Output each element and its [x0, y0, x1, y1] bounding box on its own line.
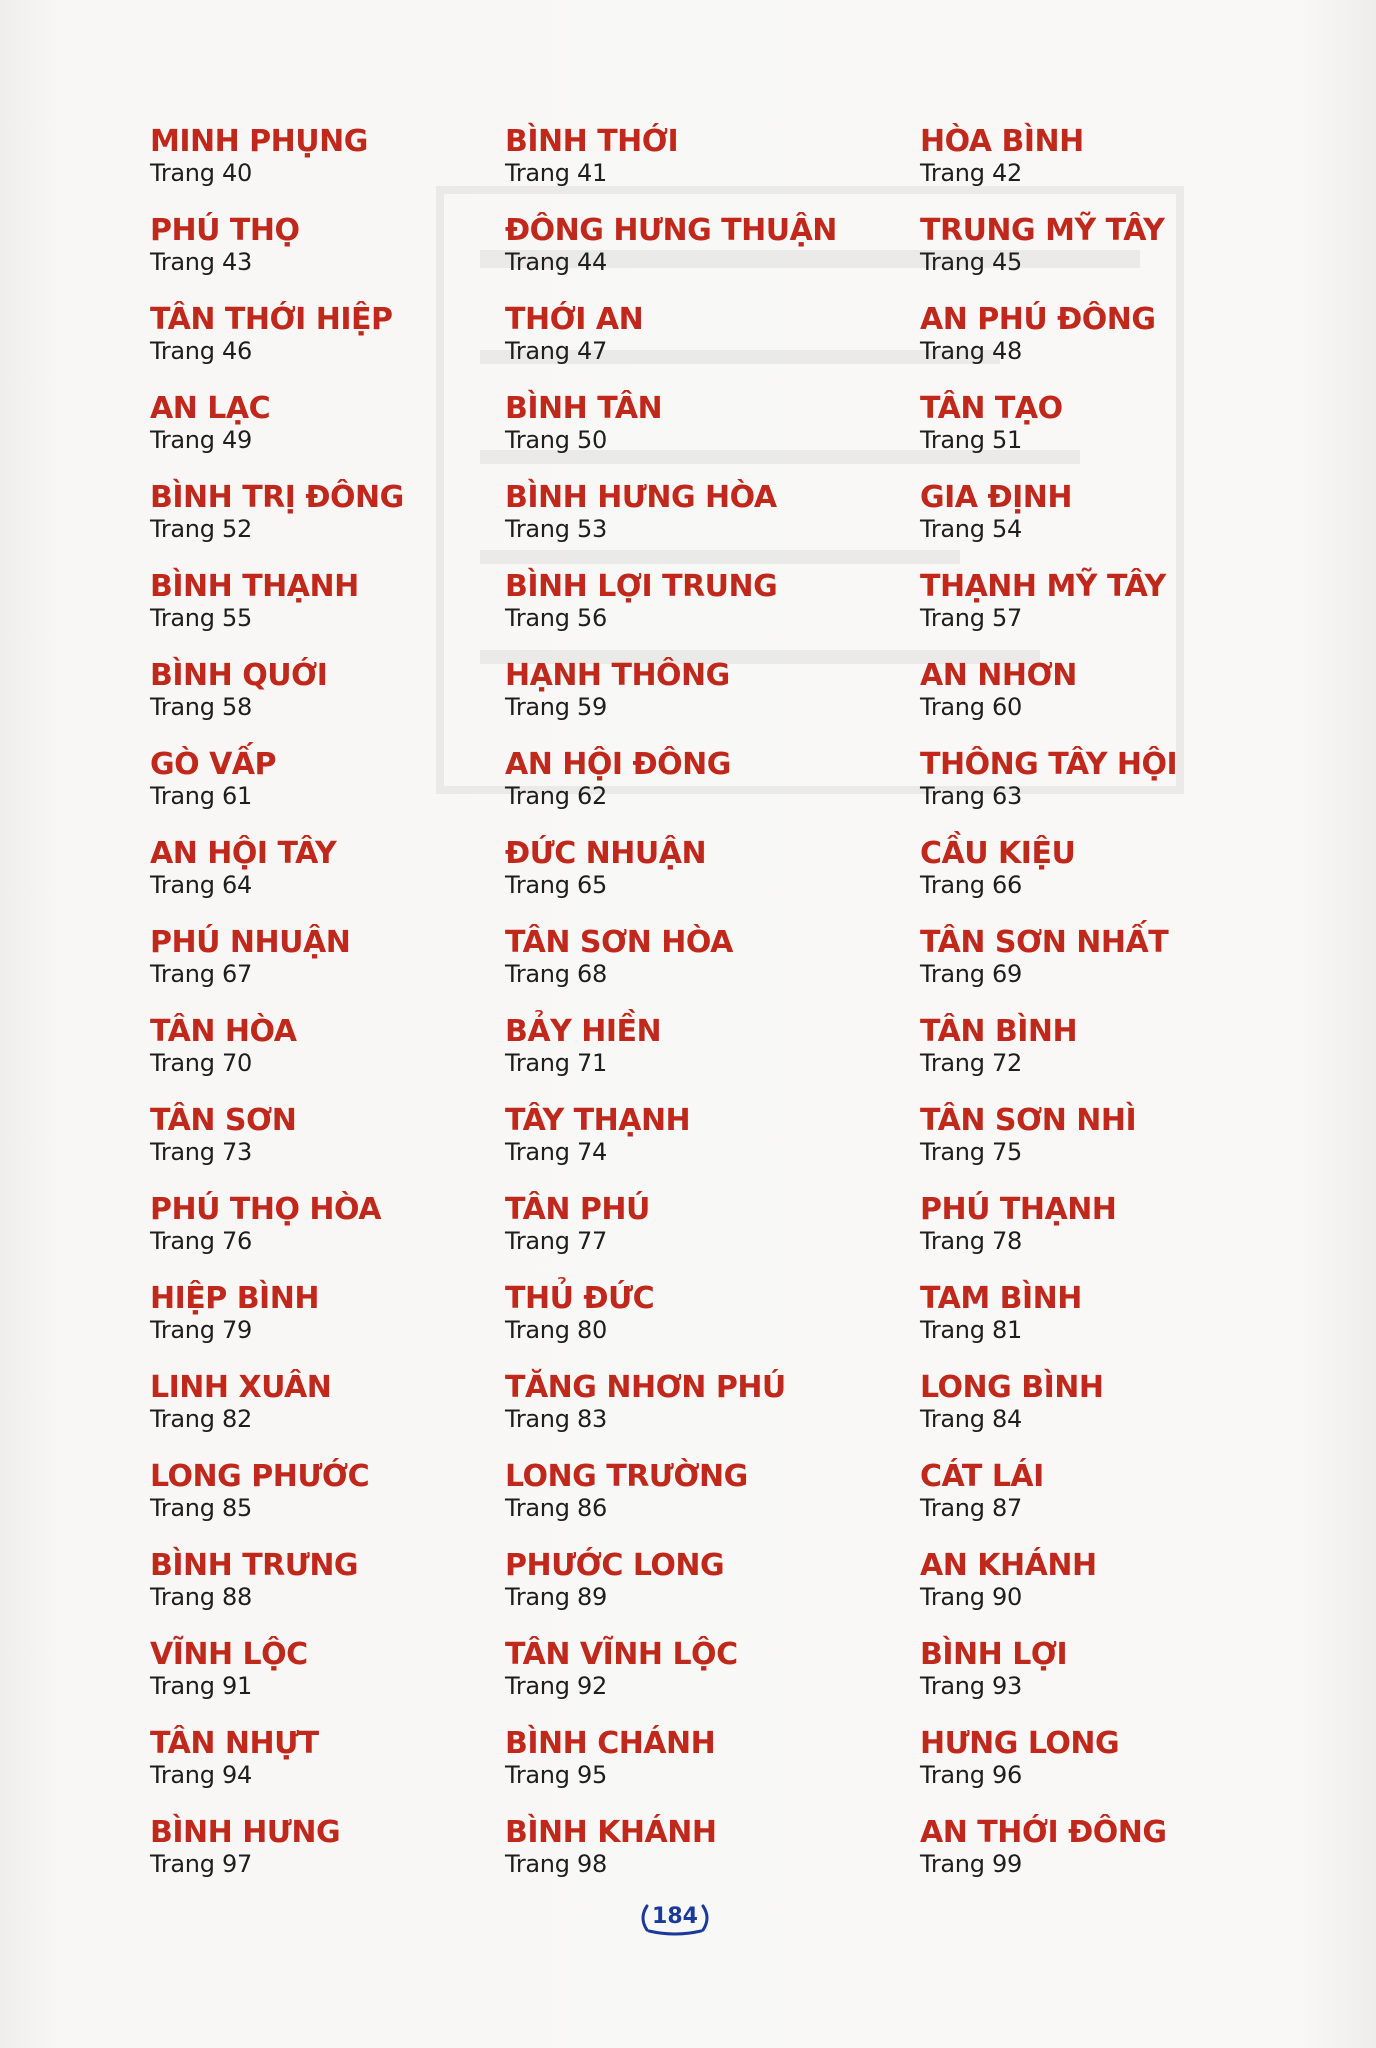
toc-entry[interactable] — [920, 747, 1320, 836]
toc-entry-title: HÒA BÌNH — [920, 124, 1084, 159]
toc-entry[interactable] — [920, 836, 1320, 925]
toc-entry-page-ref: Trang 58 — [150, 693, 252, 721]
toc-entry-title: BÌNH QUỚI — [150, 658, 328, 693]
toc-entry-title: AN HỘI ĐÔNG — [505, 747, 731, 782]
toc-entry-title: TÂN PHÚ — [505, 1192, 650, 1227]
toc-entry-page-ref: Trang 99 — [920, 1850, 1022, 1878]
toc-entry-title: TÂN SƠN — [150, 1103, 297, 1138]
toc-entry-page-ref: Trang 90 — [920, 1583, 1022, 1611]
toc-entry-title: TÂN SƠN NHẤT — [920, 925, 1169, 960]
toc-entry-page-ref: Trang 40 — [150, 159, 252, 187]
toc-entry[interactable] — [505, 1548, 925, 1637]
toc-entry-title: AN HỘI TÂY — [150, 836, 337, 871]
toc-entry-page-ref: Trang 91 — [150, 1672, 252, 1700]
toc-entry-page-ref: Trang 85 — [150, 1494, 252, 1522]
toc-entry-title: TÂN NHỰT — [150, 1726, 319, 1761]
toc-entry[interactable] — [505, 1192, 925, 1281]
toc-entry-page-ref: Trang 59 — [505, 693, 607, 721]
toc-entry-title: TĂNG NHƠN PHÚ — [505, 1370, 786, 1405]
toc-entry-title: BÌNH THẠNH — [150, 569, 359, 604]
toc-entry-page-ref: Trang 61 — [150, 782, 252, 810]
toc-column-1 — [150, 124, 550, 1904]
toc-entry[interactable] — [150, 1459, 550, 1548]
toc-entry-page-ref: Trang 53 — [505, 515, 607, 543]
toc-entry-title: AN LẠC — [150, 391, 271, 426]
toc-entry-title: THỦ ĐỨC — [505, 1281, 655, 1316]
toc-entry-title: PHÚ NHUẬN — [150, 925, 351, 960]
toc-entry-page-ref: Trang 94 — [150, 1761, 252, 1789]
toc-entry-title: TÂN SƠN HÒA — [505, 925, 733, 960]
toc-entry[interactable] — [920, 213, 1320, 302]
toc-entry[interactable] — [150, 1815, 550, 1904]
toc-entry-page-ref: Trang 97 — [150, 1850, 252, 1878]
toc-entry-title: AN NHƠN — [920, 658, 1077, 693]
toc-entry[interactable] — [920, 1548, 1320, 1637]
toc-entry-title: AN KHÁNH — [920, 1548, 1097, 1583]
toc-entry-page-ref: Trang 63 — [920, 782, 1022, 810]
toc-entry-page-ref: Trang 41 — [505, 159, 607, 187]
toc-entry[interactable] — [505, 569, 925, 658]
toc-entry-page-ref: Trang 46 — [150, 337, 252, 365]
toc-entry-page-ref: Trang 87 — [920, 1494, 1022, 1522]
toc-entry-title: BÌNH THỚI — [505, 124, 679, 159]
toc-entry-title: CẦU KIỆU — [920, 836, 1076, 871]
toc-entry-title: CÁT LÁI — [920, 1459, 1044, 1494]
toc-entry[interactable] — [150, 480, 550, 569]
toc-entry-page-ref: Trang 81 — [920, 1316, 1022, 1344]
toc-entry-page-ref: Trang 95 — [505, 1761, 607, 1789]
toc-entry[interactable] — [920, 1815, 1320, 1904]
toc-entry-page-ref: Trang 50 — [505, 426, 607, 454]
toc-entry-page-ref: Trang 79 — [150, 1316, 252, 1344]
toc-entry-page-ref: Trang 96 — [920, 1761, 1022, 1789]
toc-entry[interactable] — [505, 747, 925, 836]
toc-column-2 — [505, 124, 925, 1904]
toc-entry[interactable] — [505, 1014, 925, 1103]
toc-entry[interactable] — [505, 1815, 925, 1904]
toc-entry-page-ref: Trang 42 — [920, 159, 1022, 187]
toc-entry[interactable] — [150, 569, 550, 658]
toc-entry-title: TÂN TẠO — [920, 391, 1063, 426]
toc-entry-page-ref: Trang 88 — [150, 1583, 252, 1611]
toc-entry-title: PHÚ THỌ — [150, 213, 300, 248]
toc-entry-page-ref: Trang 57 — [920, 604, 1022, 632]
toc-entry-title: BÌNH TRƯNG — [150, 1548, 359, 1583]
toc-entry-title: BÌNH TÂN — [505, 391, 663, 426]
toc-entry[interactable] — [920, 1459, 1320, 1548]
toc-entry[interactable] — [505, 213, 925, 302]
toc-entry[interactable] — [505, 1459, 925, 1548]
toc-entry[interactable] — [920, 1192, 1320, 1281]
toc-entry-title: THÔNG TÂY HỘI — [920, 747, 1178, 782]
toc-entry-title: BÌNH HƯNG — [150, 1815, 341, 1850]
toc-entry[interactable] — [920, 391, 1320, 480]
toc-entry-title: AN THỚI ĐÔNG — [920, 1815, 1167, 1850]
toc-entry-page-ref: Trang 52 — [150, 515, 252, 543]
toc-entry-title: TAM BÌNH — [920, 1281, 1082, 1316]
toc-entry-title: TÂN BÌNH — [920, 1014, 1078, 1049]
toc-entry[interactable] — [150, 391, 550, 480]
toc-entry-title: MINH PHỤNG — [150, 124, 368, 159]
toc-entry[interactable] — [505, 124, 925, 213]
toc-entry-page-ref: Trang 51 — [920, 426, 1022, 454]
toc-entry-title: PHÚ THẠNH — [920, 1192, 1117, 1227]
page-number-badge — [637, 1900, 713, 1936]
toc-entry-title: HẠNH THÔNG — [505, 658, 730, 693]
toc-entry-title: GIA ĐỊNH — [920, 480, 1072, 515]
toc-entry-page-ref: Trang 68 — [505, 960, 607, 988]
toc-entry[interactable] — [920, 1637, 1320, 1726]
toc-entry-page-ref: Trang 71 — [505, 1049, 607, 1077]
toc-entry[interactable] — [150, 1726, 550, 1815]
toc-entry-page-ref: Trang 47 — [505, 337, 607, 365]
toc-entry[interactable] — [150, 1103, 550, 1192]
toc-entry-page-ref: Trang 48 — [920, 337, 1022, 365]
toc-entry-page-ref: Trang 80 — [505, 1316, 607, 1344]
toc-entry-title: THẠNH MỸ TÂY — [920, 569, 1166, 604]
toc-entry-page-ref: Trang 86 — [505, 1494, 607, 1522]
toc-entry-page-ref: Trang 89 — [505, 1583, 607, 1611]
toc-entry[interactable] — [505, 1637, 925, 1726]
toc-entry-title: LONG BÌNH — [920, 1370, 1104, 1405]
toc-entry[interactable] — [920, 1281, 1320, 1370]
toc-entry[interactable] — [150, 836, 550, 925]
toc-entry-title: TÂN SƠN NHÌ — [920, 1103, 1137, 1138]
toc-entry-page-ref: Trang 64 — [150, 871, 252, 899]
toc-entry-page-ref: Trang 77 — [505, 1227, 607, 1255]
toc-entry[interactable] — [920, 1370, 1320, 1459]
toc-entry-title: THỚI AN — [505, 302, 644, 337]
toc-entry-title: TÂN HÒA — [150, 1014, 297, 1049]
toc-entry-title: BẢY HIỀN — [505, 1014, 662, 1049]
toc-entry[interactable] — [920, 302, 1320, 391]
toc-entry-page-ref: Trang 54 — [920, 515, 1022, 543]
toc-entry-page-ref: Trang 60 — [920, 693, 1022, 721]
toc-entry-page-ref: Trang 73 — [150, 1138, 252, 1166]
toc-entry-page-ref: Trang 92 — [505, 1672, 607, 1700]
toc-entry[interactable] — [150, 747, 550, 836]
toc-entry-page-ref: Trang 82 — [150, 1405, 252, 1433]
toc-entry-page-ref: Trang 67 — [150, 960, 252, 988]
toc-entry-page-ref: Trang 45 — [920, 248, 1022, 276]
toc-entry[interactable] — [150, 1370, 550, 1459]
toc-entry[interactable] — [150, 925, 550, 1014]
toc-entry[interactable] — [920, 1726, 1320, 1815]
toc-entry-title: PHƯỚC LONG — [505, 1548, 725, 1583]
toc-entry[interactable] — [150, 213, 550, 302]
toc-entry[interactable] — [920, 480, 1320, 569]
toc-entry[interactable] — [920, 1103, 1320, 1192]
toc-entry-page-ref: Trang 76 — [150, 1227, 252, 1255]
toc-entry-title: TÂY THẠNH — [505, 1103, 691, 1138]
toc-entry[interactable] — [920, 124, 1320, 213]
toc-entry[interactable] — [150, 1014, 550, 1103]
toc-entry[interactable] — [150, 124, 550, 213]
toc-entry-page-ref: Trang 83 — [505, 1405, 607, 1433]
toc-entry[interactable] — [505, 1726, 925, 1815]
toc-entry[interactable] — [150, 658, 550, 747]
toc-entry[interactable] — [505, 1103, 925, 1192]
toc-entry-title: PHÚ THỌ HÒA — [150, 1192, 381, 1227]
toc-entry[interactable] — [920, 925, 1320, 1014]
toc-entry[interactable] — [150, 1192, 550, 1281]
toc-entry-page-ref: Trang 78 — [920, 1227, 1022, 1255]
toc-entry[interactable] — [505, 836, 925, 925]
toc-entry-page-ref: Trang 72 — [920, 1049, 1022, 1077]
toc-entry-title: HƯNG LONG — [920, 1726, 1120, 1761]
toc-entry[interactable] — [920, 1014, 1320, 1103]
toc-entry[interactable] — [505, 925, 925, 1014]
toc-entry-title: BÌNH LỢI — [920, 1637, 1068, 1672]
toc-entry[interactable] — [920, 658, 1320, 747]
toc-entry-title: TRUNG MỸ TÂY — [920, 213, 1165, 248]
toc-entry[interactable] — [150, 1637, 550, 1726]
toc-entry[interactable] — [505, 1281, 925, 1370]
toc-entry[interactable] — [505, 391, 925, 480]
toc-entry-page-ref: Trang 56 — [505, 604, 607, 632]
toc-entry-title: ĐỨC NHUẬN — [505, 836, 707, 871]
toc-entry-page-ref: Trang 84 — [920, 1405, 1022, 1433]
toc-entry-page-ref: Trang 69 — [920, 960, 1022, 988]
toc-entry-title: BÌNH LỢI TRUNG — [505, 569, 778, 604]
toc-entry-page-ref: Trang 44 — [505, 248, 607, 276]
toc-entry-page-ref: Trang 66 — [920, 871, 1022, 899]
toc-entry-page-ref: Trang 93 — [920, 1672, 1022, 1700]
toc-entry-title: LONG PHƯỚC — [150, 1459, 370, 1494]
toc-entry-title: LONG TRƯỜNG — [505, 1459, 748, 1494]
toc-entry-title: TÂN VĨNH LỘC — [505, 1637, 738, 1672]
toc-entry-title: AN PHÚ ĐÔNG — [920, 302, 1156, 337]
toc-entry-page-ref: Trang 49 — [150, 426, 252, 454]
toc-entry-title: BÌNH TRỊ ĐÔNG — [150, 480, 404, 515]
toc-entry-page-ref: Trang 98 — [505, 1850, 607, 1878]
toc-entry-title: LINH XUÂN — [150, 1370, 332, 1405]
toc-entry[interactable] — [505, 658, 925, 747]
page-number: 184 — [652, 1904, 698, 1929]
toc-entry-page-ref: Trang 43 — [150, 248, 252, 276]
toc-entry-page-ref: Trang 70 — [150, 1049, 252, 1077]
toc-entry-title: GÒ VẤP — [150, 747, 276, 782]
toc-entry-page-ref: Trang 65 — [505, 871, 607, 899]
toc-entry-page-ref: Trang 75 — [920, 1138, 1022, 1166]
toc-entry-title: TÂN THỚI HIỆP — [150, 302, 393, 337]
toc-entry-page-ref: Trang 62 — [505, 782, 607, 810]
toc-entry[interactable] — [150, 1281, 550, 1370]
toc-entry[interactable] — [150, 302, 550, 391]
toc-entry[interactable] — [505, 1370, 925, 1459]
toc-entry[interactable] — [150, 1548, 550, 1637]
toc-entry[interactable] — [505, 302, 925, 391]
toc-entry-page-ref: Trang 74 — [505, 1138, 607, 1166]
toc-entry[interactable] — [505, 480, 925, 569]
toc-entry-title: BÌNH CHÁNH — [505, 1726, 716, 1761]
toc-entry[interactable] — [920, 569, 1320, 658]
toc-column-3 — [920, 124, 1320, 1904]
toc-entry-title: BÌNH HƯNG HÒA — [505, 480, 777, 515]
toc-entry-title: BÌNH KHÁNH — [505, 1815, 717, 1850]
toc-entry-title: ĐÔNG HƯNG THUẬN — [505, 213, 837, 248]
toc-entry-title: VĨNH LỘC — [150, 1637, 308, 1672]
toc-entry-page-ref: Trang 55 — [150, 604, 252, 632]
toc-entry-title: HIỆP BÌNH — [150, 1281, 319, 1316]
